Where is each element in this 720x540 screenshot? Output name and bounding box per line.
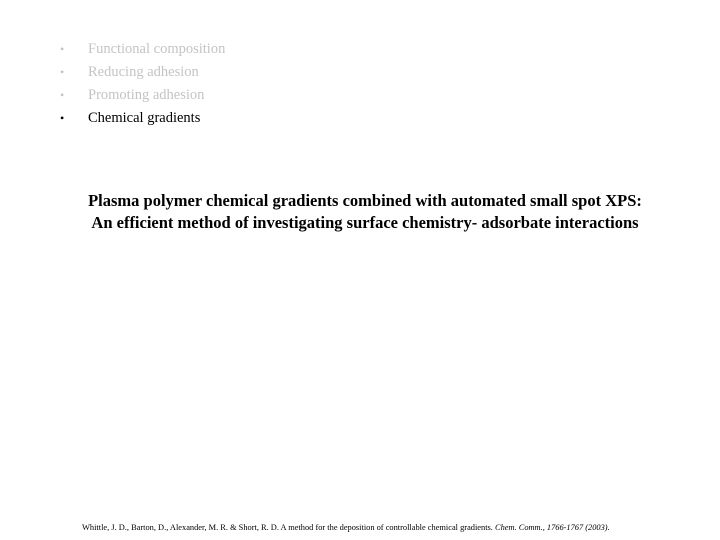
reference-citation xyxy=(82,522,610,534)
slide-title xyxy=(0,190,720,234)
bullet-item-chemical-gradients xyxy=(0,107,400,130)
bullet-item-reducing-adhesion xyxy=(0,61,400,84)
bullet-item-functional-composition xyxy=(0,38,400,61)
title-line-2: An efficient method of investigating surface chemistry- adsorbate interactions xyxy=(91,213,639,232)
title-line-1: Plasma polymer chemical gradients combined with automated small spot XPS: xyxy=(88,191,642,210)
bullet-label: Chemical gradients xyxy=(88,110,201,126)
citation-journal: Chem. Comm., 1766-1767 (2003). xyxy=(495,523,610,532)
bullet-icon: • xyxy=(60,65,65,79)
bullet-label: Reducing adhesion xyxy=(88,64,199,80)
bullet-icon: • xyxy=(60,42,65,56)
citation-authors: Whittle, J. D., Barton, D., Alexander, M. R. & Short, R. D. A method for the deposition of controllable chemical gradients. xyxy=(82,523,495,532)
bullet-label: Promoting adhesion xyxy=(88,87,205,103)
bullet-icon: • xyxy=(60,88,65,102)
bullet-icon: • xyxy=(60,111,65,125)
bullet-label: Functional composition xyxy=(88,41,226,57)
bullet-item-promoting-adhesion xyxy=(0,84,400,107)
